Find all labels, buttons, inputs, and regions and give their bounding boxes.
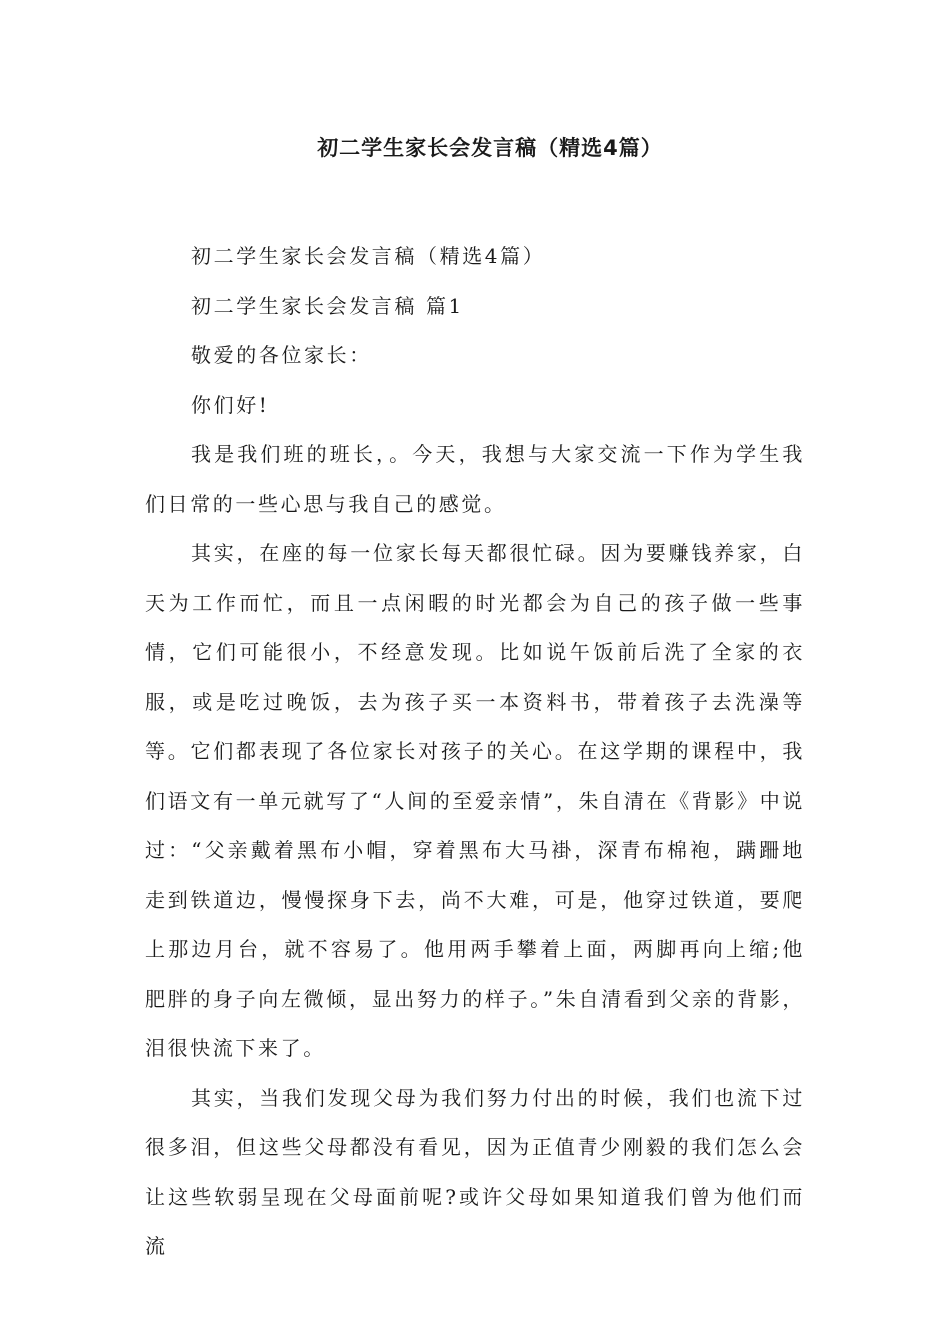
paragraph-greeting: 你们好! — [191, 392, 270, 417]
document-body — [145, 232, 805, 1272]
paragraph-subtitle: 初二学生家长会发言稿（精选4篇） — [191, 244, 546, 268]
paragraph-salutation: 敬爱的各位家长： — [191, 343, 372, 367]
paragraph-body-2: 其实，当我们发现父母为我们努力付出的时候，我们也流下过很多泪，但这些父母都没有看见，因为正值青少刚毅的我们怎么会让这些软弱呈现在父母面前呢?或许父母如果知道我们曾为他们而流 — [145, 1085, 805, 1258]
paragraph-body-1: 其实，在座的每一位家长每天都很忙碌。因为要赚钱养家，白天为工作而忙，而且一点闲暇的时光都会为自己的孩子做一些事情，它们可能很小，不经意发现。比如说午饭前后洗了全家的衣服，或是吃过晚饭，去为孩子买一本资料书，带着孩子去洗澡等等。它们都表现了各位家长对孩子的关心。在这学期的课程中，我们语文有一单元就写了“人间的至爱亲情”，朱自清在《背影》中说过：“父亲戴着黑布小帽，穿着黑布大马褂，深青布棉袍，蹒跚地走到铁道边，慢慢探身下去，尚不大难，可是，他穿过铁道，要爬上那边月台，就不容易了。他用两手攀着上面，两脚再向上缩;他肥胖的身子向左微倾，显出努力的样子。”朱自清看到父亲的背影，泪很快流下来了。 — [145, 541, 805, 1060]
document-title: 初二学生家长会发言稿（精选4篇） — [317, 136, 663, 160]
paragraph-intro: 我是我们班的班长，。今天，我想与大家交流一下作为学生我们日常的一些心思与我自己的感觉。 — [145, 442, 805, 516]
paragraph-section-heading: 初二学生家长会发言稿 篇1 — [191, 293, 464, 318]
